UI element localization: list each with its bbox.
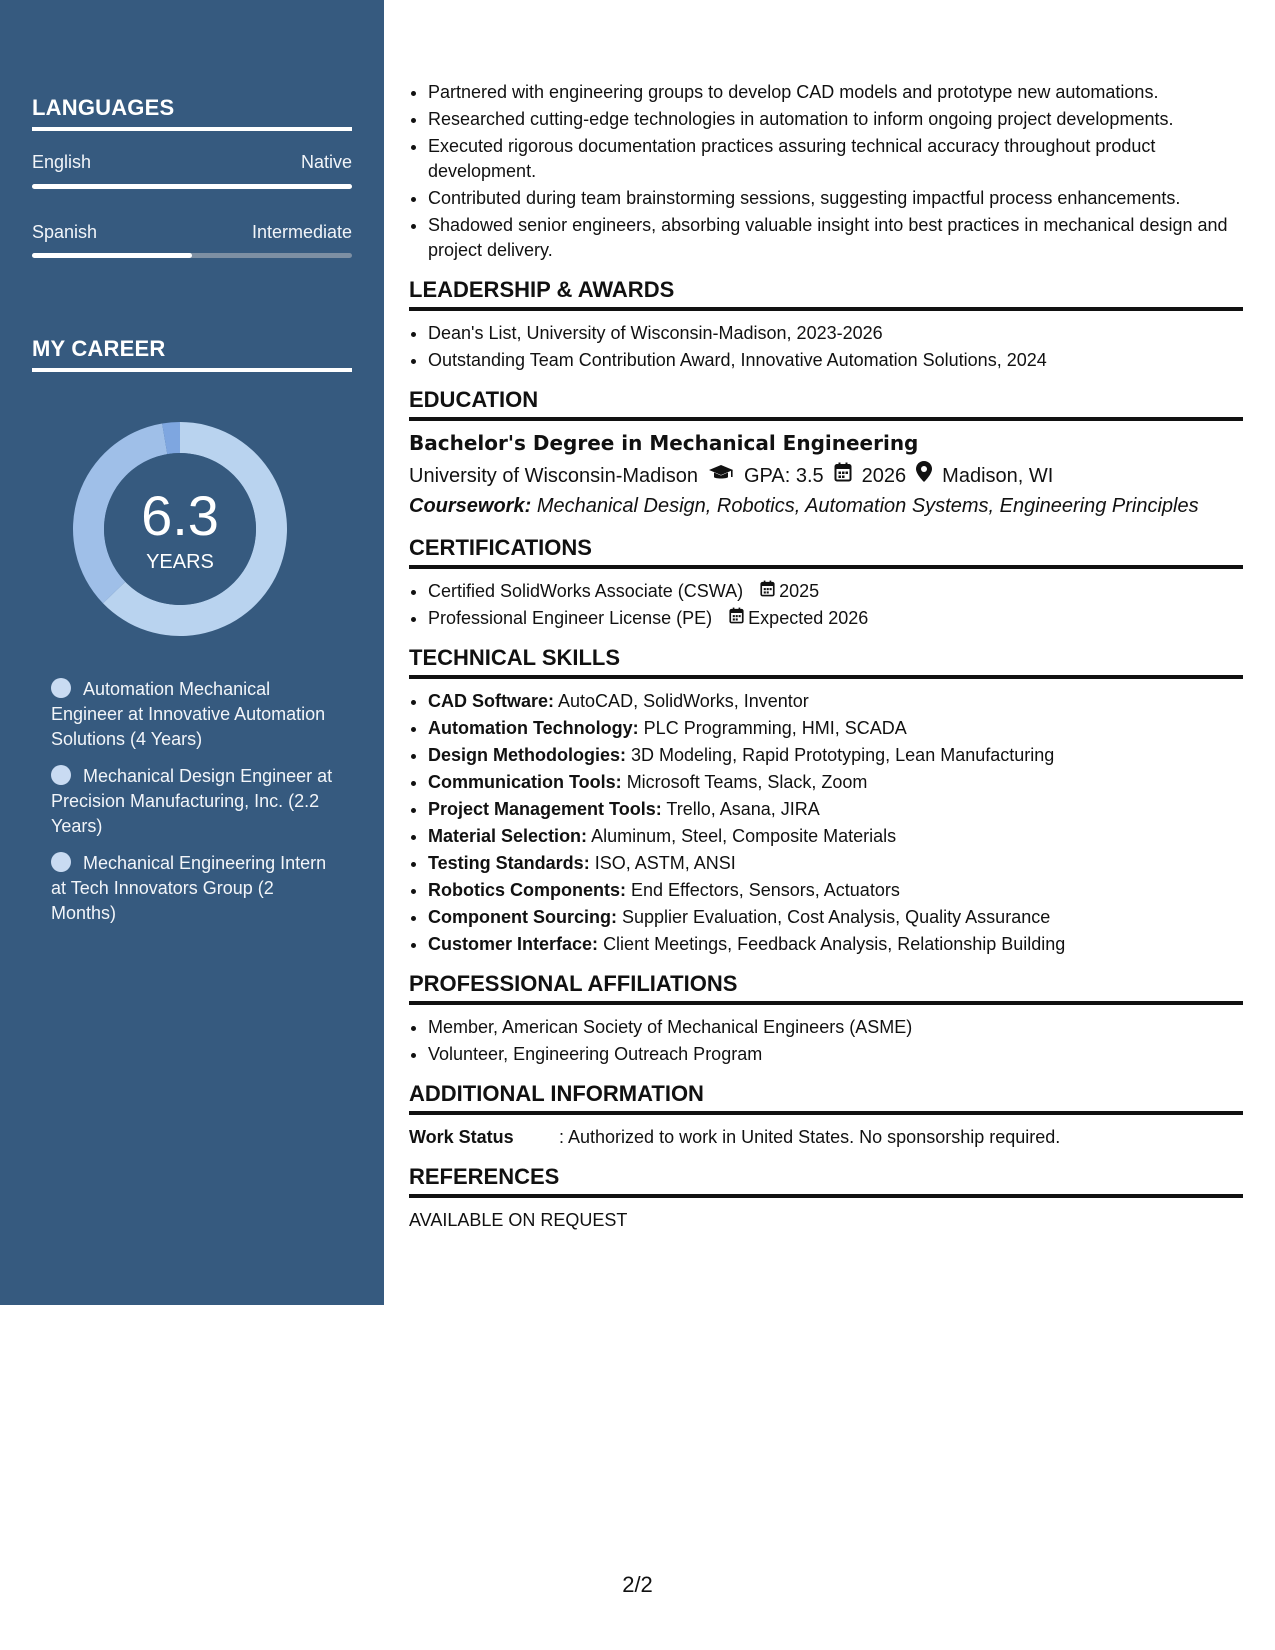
skill-label: Testing Standards:	[428, 853, 590, 873]
work-status-label: Work Status	[409, 1127, 514, 1147]
career-heading: MY CAREER	[32, 336, 352, 372]
education-location: Madison, WI	[942, 465, 1054, 487]
career-item	[51, 851, 341, 926]
career-total-value: 6.3	[141, 484, 219, 547]
certifications-heading: CERTIFICATIONS	[409, 535, 1243, 569]
bullet-dot-icon	[51, 678, 71, 698]
references-text: AVAILABLE ON REQUEST	[409, 1210, 628, 1230]
skill-item	[428, 932, 1243, 957]
language-name: Spanish	[32, 222, 98, 242]
affiliations-heading: PROFESSIONAL AFFILIATIONS	[409, 971, 1243, 1005]
references-heading: REFERENCES	[409, 1164, 1243, 1198]
certification-name: Professional Engineer License (PE)	[428, 608, 713, 628]
experience-bullets	[409, 80, 1243, 263]
coursework-list: Mechanical Design, Robotics, Automation Systems, Engineering Principles	[536, 495, 1199, 517]
career-item-text: Mechanical Engineering Intern at Tech Innovators Group (2 Months)	[51, 853, 327, 923]
language-row-spanish	[32, 222, 352, 243]
main-content	[409, 80, 1243, 1233]
skills-list	[409, 689, 1243, 957]
bullet-dot-icon	[51, 852, 71, 872]
skill-value: Aluminum, Steel, Composite Materials	[591, 826, 897, 846]
skill-value: AutoCAD, SolidWorks, Inventor	[558, 691, 809, 711]
experience-bullet: • Contributed during team brainstorming sessions, suggesting impactful process enhancements.	[428, 186, 1243, 211]
certification-item	[428, 579, 1243, 604]
degree-title: Bachelor's Degree in Mechanical Engineering	[409, 431, 919, 455]
leadership-list	[409, 321, 1243, 373]
page-number: 2/2	[622, 1572, 653, 1597]
skill-value: PLC Programming, HMI, SCADA	[643, 718, 907, 738]
skill-item	[428, 770, 1243, 795]
affiliation-item: • Member, American Society of Mechanical Engineers (ASME)	[428, 1015, 1243, 1040]
skill-label: Communication Tools:	[428, 772, 622, 792]
language-level: Native	[300, 152, 352, 172]
skill-label: Customer Interface:	[428, 934, 599, 954]
additional-info-heading: ADDITIONAL INFORMATION	[409, 1081, 1243, 1115]
language-bar-fill	[32, 184, 352, 189]
school-name: University of Wisconsin-Madison	[409, 465, 698, 487]
education-heading: EDUCATION	[409, 387, 1243, 421]
leadership-item: • Dean's List, University of Wisconsin-Madison, 2023-2026	[428, 321, 1243, 346]
skill-item	[428, 797, 1243, 822]
career-total-unit: YEARS	[146, 551, 214, 573]
coursework	[409, 491, 1243, 521]
graduation-cap-icon	[708, 461, 734, 491]
leadership-item: • Outstanding Team Contribution Award, Innovative Automation Solutions, 2024	[428, 348, 1243, 373]
skill-item	[428, 878, 1243, 903]
calendar-icon	[729, 606, 744, 631]
skill-item	[428, 824, 1243, 849]
skill-value: 3D Modeling, Rapid Prototyping, Lean Manufacturing	[631, 745, 1055, 765]
languages-heading: LANGUAGES	[32, 95, 352, 131]
certifications-list	[409, 579, 1243, 631]
skill-value: Trello, Asana, JIRA	[666, 799, 820, 819]
career-list	[51, 677, 341, 938]
affiliations-list	[409, 1015, 1243, 1067]
language-level: Intermediate	[251, 222, 352, 242]
certification-date: 2025	[779, 581, 820, 601]
skill-label: Component Sourcing:	[428, 907, 617, 927]
skill-item	[428, 743, 1243, 768]
language-name: English	[32, 152, 92, 172]
skill-value: ISO, ASTM, ANSI	[594, 853, 736, 873]
gpa: GPA: 3.5	[743, 465, 824, 487]
skill-value: Client Meetings, Feedback Analysis, Relationship Building	[603, 934, 1066, 954]
education-details	[409, 461, 1243, 491]
language-row-english	[32, 152, 352, 173]
skill-value: Microsoft Teams, Slack, Zoom	[626, 772, 868, 792]
skill-label: Project Management Tools:	[428, 799, 662, 819]
language-bar-fill	[32, 253, 192, 258]
experience-bullet: • Partnered with engineering groups to develop CAD models and prototype new automations.	[428, 80, 1243, 105]
work-status-row	[409, 1125, 1243, 1150]
coursework-label: Coursework:	[409, 495, 532, 517]
skill-label: Automation Technology:	[428, 718, 639, 738]
skill-item	[428, 851, 1243, 876]
experience-bullet: • Shadowed senior engineers, absorbing valuable insight into best practices in mechanical design and project delivery.	[428, 213, 1243, 263]
experience-bullet: • Researched cutting-edge technologies in automation to inform ongoing project developments.	[428, 107, 1243, 132]
career-item	[51, 764, 341, 839]
calendar-icon	[834, 461, 852, 491]
skill-label: Material Selection:	[428, 826, 588, 846]
bullet-dot-icon	[51, 765, 71, 785]
graduation-year: 2026	[861, 465, 907, 487]
language-bar-spanish	[32, 253, 352, 258]
skill-item	[428, 716, 1243, 741]
career-donut-chart	[66, 415, 294, 643]
career-item-text: Mechanical Design Engineer at Precision Manufacturing, Inc. (2.2 Years)	[51, 766, 333, 836]
certification-date: Expected 2026	[748, 608, 869, 628]
skill-item	[428, 905, 1243, 930]
sidebar	[0, 0, 384, 1305]
experience-bullet: • Executed rigorous documentation practices assuring technical accuracy throughout product development.	[428, 134, 1243, 184]
skill-item	[428, 689, 1243, 714]
certification-item	[428, 606, 1243, 631]
career-item-text: Automation Mechanical Engineer at Innovative Automation Solutions (4 Years)	[51, 679, 326, 749]
skill-label: Design Methodologies:	[428, 745, 626, 765]
certification-name: Certified SolidWorks Associate (CSWA)	[428, 581, 744, 601]
work-status-value: : Authorized to work in United States. No sponsorship required.	[559, 1127, 1061, 1147]
skill-label: CAD Software:	[428, 691, 555, 711]
affiliation-item: • Volunteer, Engineering Outreach Program	[428, 1042, 1243, 1067]
skill-value: End Effectors, Sensors, Actuators	[631, 880, 900, 900]
calendar-icon	[760, 579, 775, 604]
skill-label: Robotics Components:	[428, 880, 626, 900]
skills-heading: TECHNICAL SKILLS	[409, 645, 1243, 679]
skill-value: Supplier Evaluation, Cost Analysis, Quality Assurance	[622, 907, 1051, 927]
language-bar-english	[32, 184, 352, 189]
location-pin-icon	[916, 461, 932, 491]
career-item	[51, 677, 341, 752]
leadership-heading: LEADERSHIP & AWARDS	[409, 277, 1243, 311]
